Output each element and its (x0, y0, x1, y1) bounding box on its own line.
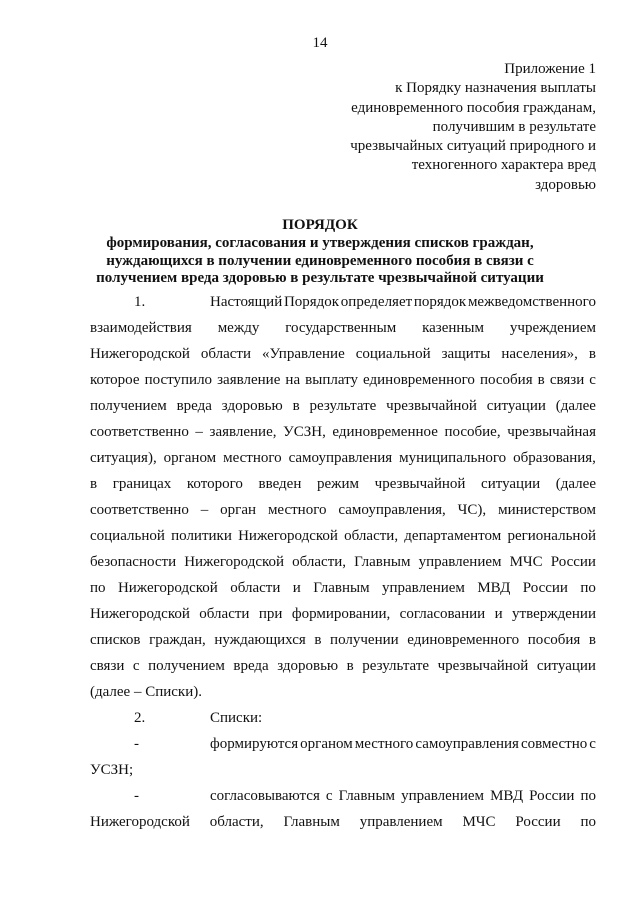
paragraph-1-last-line (90, 679, 596, 705)
document-title: ПОРЯДОК (282, 217, 358, 233)
word: чрезвычайной (374, 476, 466, 492)
word: утверждении (512, 606, 596, 622)
word: в (537, 372, 545, 388)
appendix-line: техногенного характера вред (411, 157, 596, 174)
word: Главным (354, 554, 411, 570)
word: соответственно (90, 424, 189, 440)
appendix-line: получившим в результате (432, 118, 596, 135)
word: вреда (176, 398, 212, 414)
word: органом (300, 736, 353, 752)
word: совместно (521, 736, 588, 752)
word: выплату (305, 372, 358, 388)
bullet-marker: - (134, 788, 139, 804)
word: формировании, (291, 606, 391, 622)
word: пособие, (444, 424, 501, 440)
word: образования, (513, 450, 596, 466)
text-line (90, 393, 596, 419)
appendix-line: к Порядку назначения выплаты (395, 80, 596, 97)
word: результате (362, 658, 430, 674)
word: поступило (144, 372, 213, 388)
word: социальной (355, 346, 431, 362)
paragraph-1-lines (90, 315, 596, 679)
subtitle-line: формирования, согласования и утверждения списков граждан, (106, 235, 534, 251)
word: Главным (313, 580, 370, 596)
word: режим (316, 476, 360, 492)
word: органом (163, 450, 217, 466)
document-subtitle (0, 235, 640, 288)
appendix-line: здоровью (535, 176, 596, 193)
subtitle-line: нуждающихся в получении единовременного пособия в связи с (106, 252, 534, 269)
word: по (580, 788, 596, 804)
word: согласовании (399, 606, 486, 622)
text-line (90, 627, 596, 653)
word: министерством (498, 502, 596, 518)
word: Нижегородской (117, 580, 218, 596)
word: МЧС (462, 814, 496, 830)
word: здоровью (277, 658, 339, 674)
word: Нижегородской (90, 346, 190, 362)
word: при (258, 606, 283, 622)
paragraph-2 (90, 705, 596, 731)
word: в (90, 476, 98, 492)
word: ситуации (486, 398, 546, 414)
word: МВД (477, 580, 511, 596)
word: Главным (283, 814, 340, 830)
subtitle-line: получением вреда здоровью в результате чрезвычайной ситуации (96, 270, 544, 286)
text-line: УСЗН; (90, 762, 134, 778)
word: государственным (285, 320, 397, 336)
word: согласовываются (210, 788, 320, 804)
word: результате (309, 398, 377, 414)
word: единовременного (363, 372, 475, 388)
bullet-2-lines (90, 809, 596, 835)
word: формируются (210, 736, 299, 752)
word: межведомственного (467, 294, 596, 310)
word: «Управление (262, 346, 345, 362)
word: Главным (338, 788, 396, 804)
text-line: (далее – Списки). (90, 684, 202, 700)
word: которого (186, 476, 243, 492)
justified-words (210, 289, 596, 315)
bullet-marker: - (134, 736, 139, 752)
word: самоуправления, (338, 502, 446, 518)
word: списков (90, 632, 141, 648)
word: управлением (382, 580, 465, 596)
word: единовременного (407, 632, 520, 648)
text-line (90, 809, 596, 835)
word: управлением (359, 814, 443, 830)
word: России (522, 580, 568, 596)
word: самоуправления (415, 736, 519, 752)
bullet-1-last-line (90, 757, 596, 783)
word: определяет (340, 294, 413, 310)
word: с (132, 658, 140, 674)
word: Нижегородской (90, 814, 190, 830)
word: получением (90, 398, 167, 414)
word: границах (112, 476, 172, 492)
word: пособия (479, 372, 533, 388)
paragraph-number: 2. (134, 710, 146, 726)
paragraph-number: 1. (134, 294, 146, 310)
word: области (230, 580, 281, 596)
word: заявление, (209, 424, 277, 440)
word: с (589, 736, 596, 752)
word: безопасности (90, 554, 177, 570)
word: местного (354, 736, 414, 752)
word: учреждением (509, 320, 596, 336)
word: нуждающихся (214, 632, 306, 648)
word: вреда (233, 658, 269, 674)
text-line: Списки: (210, 710, 263, 726)
word: в (314, 632, 322, 648)
word: чрезвычайной (386, 398, 477, 414)
word: заявление (217, 372, 281, 388)
word: России (550, 554, 596, 570)
word: граждан, (149, 632, 206, 648)
word: в (346, 658, 354, 674)
word: местного (267, 502, 327, 518)
word: муниципального (399, 450, 507, 466)
word: и (292, 580, 301, 596)
word: чрезвычайная (507, 424, 596, 440)
text-line (90, 601, 596, 627)
word: защиты (441, 346, 491, 362)
word: населения», (501, 346, 578, 362)
word: которое (90, 372, 140, 388)
justified-words (210, 783, 596, 809)
word: казенным (422, 320, 485, 336)
paragraph-1-first-line (90, 289, 596, 315)
word: здоровью (221, 398, 283, 414)
word: управлением (401, 788, 485, 804)
word: МВД (490, 788, 524, 804)
text-line (90, 419, 596, 445)
text-line (90, 497, 596, 523)
word: введен (258, 476, 302, 492)
word: орган (220, 502, 257, 518)
word: в (588, 346, 596, 362)
word: в (292, 398, 300, 414)
word: области (199, 606, 250, 622)
word: получением (148, 658, 225, 674)
appendix-line: Приложение 1 (504, 61, 596, 77)
justified-words (210, 731, 596, 757)
word: связи (549, 372, 585, 388)
word: Порядок (283, 294, 340, 310)
word: области, (344, 528, 399, 544)
word: ЧС), (457, 502, 487, 518)
word: соответственно (90, 502, 189, 518)
document-body (90, 289, 596, 835)
word: политики (171, 528, 232, 544)
word: Нижегородской (184, 554, 285, 570)
word: (далее (555, 476, 596, 492)
text-line (90, 341, 596, 367)
word: – (195, 424, 203, 440)
word: области, (209, 814, 264, 830)
word: по (580, 814, 596, 830)
word: местного (223, 450, 282, 466)
word: УСЗН, (283, 424, 326, 440)
text-line (90, 445, 596, 471)
word: Настоящий (210, 294, 283, 310)
word: единовременное (332, 424, 438, 440)
word: России (515, 814, 561, 830)
appendix-line: единовременного пособия гражданам, (351, 99, 596, 116)
word: ситуации (536, 658, 596, 674)
word: взаимодействия (90, 320, 192, 336)
text-line (90, 523, 596, 549)
word: Нижегородской (238, 528, 338, 544)
word: и (494, 606, 503, 622)
bullet-2-first-line (90, 783, 596, 809)
word: с (325, 788, 333, 804)
word: России (529, 788, 575, 804)
word: по (90, 580, 106, 596)
word: связи (90, 658, 125, 674)
word: – (200, 502, 209, 518)
text-line (90, 367, 596, 393)
word: Нижегородской (90, 606, 190, 622)
appendix-heading (276, 60, 596, 195)
word: самоуправления (288, 450, 393, 466)
appendix-line: чрезвычайных ситуаций природного и (350, 138, 596, 155)
word: ситуации (481, 476, 541, 492)
text-line (90, 549, 596, 575)
word: в (588, 632, 596, 648)
word: департаментом (404, 528, 502, 544)
word: получении (330, 632, 399, 648)
text-line (90, 575, 596, 601)
word: области (200, 346, 252, 362)
bullet-1-first-line (90, 731, 596, 757)
word: между (217, 320, 260, 336)
text-line (90, 315, 596, 341)
word: области, (292, 554, 347, 570)
word: на (285, 372, 301, 388)
word: социальной (90, 528, 165, 544)
word: (далее (555, 398, 596, 414)
word: ситуация), (90, 450, 157, 466)
word: по (580, 580, 596, 596)
word: региональной (507, 528, 596, 544)
word: пособия (527, 632, 581, 648)
word: с (589, 372, 596, 388)
word: МЧС (509, 554, 543, 570)
text-line (90, 653, 596, 679)
page-number: 14 (312, 35, 328, 51)
word: управлением (418, 554, 502, 570)
word: порядок (413, 294, 467, 310)
text-line (90, 471, 596, 497)
word: чрезвычайной (437, 658, 529, 674)
